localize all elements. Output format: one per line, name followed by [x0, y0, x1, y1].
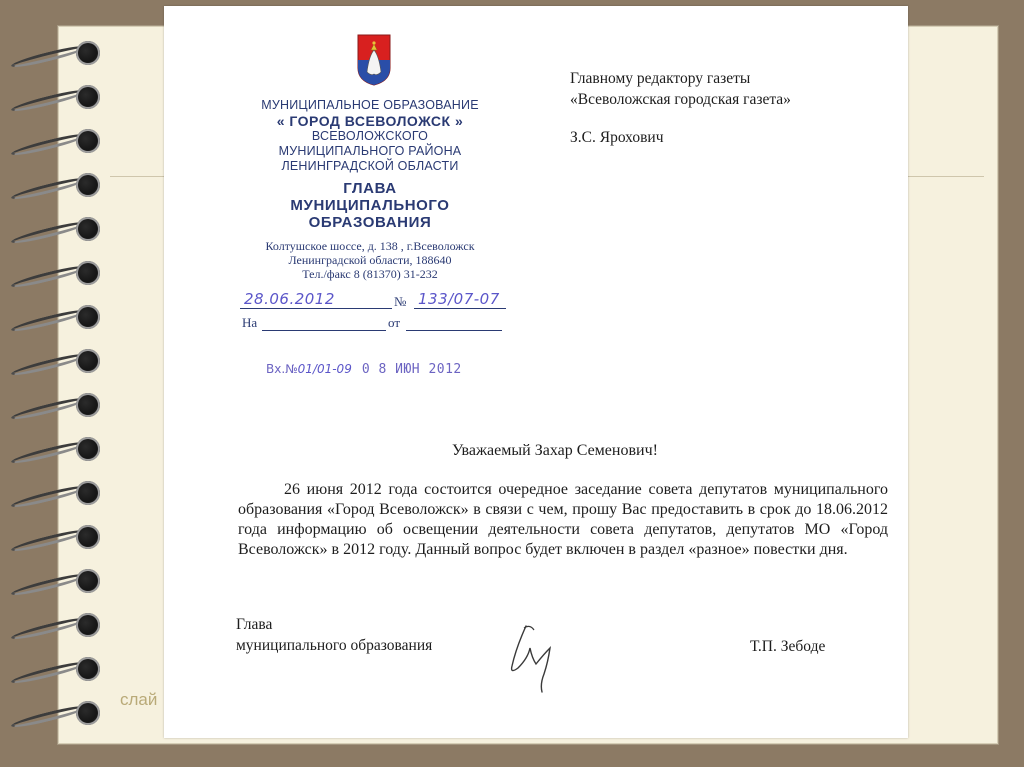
- spiral-ring: [6, 260, 106, 286]
- addressee-line: Главному редактору газеты: [570, 70, 751, 87]
- spiral-ring: [6, 568, 106, 594]
- letterhead-address: Тел./факс 8 (81370) 31-232: [302, 267, 438, 281]
- letterhead-heading: МУНИЦИПАЛЬНОГО: [290, 197, 450, 214]
- letter-document: [164, 6, 908, 738]
- spiral-ring-hole: [76, 85, 100, 109]
- spiral-ring: [6, 392, 106, 418]
- spiral-ring: [6, 612, 106, 638]
- spiral-ring: [6, 128, 106, 154]
- stamp-prefix: Вх.№: [266, 362, 298, 376]
- reply-on-blank: [262, 330, 386, 331]
- spiral-ring: [6, 524, 106, 550]
- outgoing-date-blank: [240, 308, 392, 309]
- addressee-name: З.С. Ярохович: [570, 129, 664, 146]
- signatory-title: [236, 614, 432, 656]
- spiral-ring-hole: [76, 569, 100, 593]
- spiral-ring: [6, 436, 106, 462]
- spiral-ring: [6, 700, 106, 726]
- incoming-stamp: [266, 362, 462, 377]
- spiral-ring-hole: [76, 525, 100, 549]
- outgoing-date-handwritten: 28.06.2012: [244, 290, 335, 308]
- letterhead-heading: ОБРАЗОВАНИЯ: [308, 214, 432, 231]
- spiral-ring: [6, 172, 106, 198]
- spiral-ring-hole: [76, 173, 100, 197]
- spiral-ring-hole: [76, 217, 100, 241]
- letterhead-city: « ГОРОД ВСЕВОЛОЖСК »: [276, 113, 464, 129]
- spiral-ring: [6, 216, 106, 242]
- spiral-ring-hole: [76, 437, 100, 461]
- handwritten-signature: [504, 618, 564, 696]
- spiral-ring-hole: [76, 261, 100, 285]
- letterhead: [220, 98, 520, 281]
- stamp-number: 01/01-09: [297, 362, 352, 376]
- spiral-ring-hole: [76, 349, 100, 373]
- letterhead-line: МУНИЦИПАЛЬНОГО РАЙОНА: [278, 144, 462, 158]
- salutation: Уважаемый Захар Семенович!: [452, 442, 658, 459]
- spiral-ring: [6, 304, 106, 330]
- spiral-ring: [6, 480, 106, 506]
- reply-from-blank: [406, 330, 502, 331]
- letterhead-address: Колтушское шоссе, д. 138 , г.Всеволожск: [265, 239, 475, 253]
- reply-on-label: На: [242, 315, 258, 330]
- spiral-ring-hole: [76, 305, 100, 329]
- number-sign: №: [394, 294, 407, 309]
- letterhead-address: Ленинградской области, 188640: [288, 253, 452, 267]
- signatory-title-line: муниципального образования: [236, 637, 433, 654]
- letterhead-line: ВСЕВОЛОЖСКОГО: [311, 129, 429, 143]
- spiral-ring: [6, 40, 106, 66]
- slide-caption: слай: [120, 690, 158, 709]
- spiral-ring-hole: [76, 393, 100, 417]
- letterhead-line: МУНИЦИПАЛЬНОЕ ОБРАЗОВАНИЕ: [261, 98, 479, 112]
- spiral-ring-hole: [76, 613, 100, 637]
- spiral-ring: [6, 84, 106, 110]
- letterhead-heading: ГЛАВА: [343, 180, 397, 197]
- outgoing-number-blank: [414, 308, 506, 309]
- addressee-block: [570, 68, 791, 148]
- stamp-date: 0 8 ИЮН 2012: [361, 362, 462, 377]
- coat-of-arms-emblem: [357, 34, 391, 86]
- spiral-ring-hole: [76, 41, 100, 65]
- spiral-ring-hole: [76, 481, 100, 505]
- spiral-ring-hole: [76, 701, 100, 725]
- spiral-ring-hole: [76, 657, 100, 681]
- outgoing-number-handwritten: 133/07-07: [418, 290, 500, 308]
- reply-from-label: от: [388, 315, 401, 330]
- letter-body: 26 июня 2012 года состоится очередное заседание совета депутатов муниципального образования «Город Всеволожск» в связи с чем, прошу Вас предоставить в срок до 18.06.2012 года информацию об освещении деятельности совета депутатов, депутатов МО «Город Всеволожск» в 2012 году. Данный вопрос будет включен в раздел «разное» повестки дня.: [238, 481, 888, 558]
- addressee-line: «Всеволожская городская газета»: [570, 91, 791, 108]
- spiral-ring: [6, 656, 106, 682]
- signatory-title-line: Глава: [236, 616, 273, 633]
- letterhead-line: ЛЕНИНГРАДСКОЙ ОБЛАСТИ: [281, 159, 459, 173]
- spiral-binding: [6, 40, 106, 740]
- signatory-name: Т.П. Зебоде: [750, 638, 826, 655]
- spiral-ring: [6, 348, 106, 374]
- spiral-ring-hole: [76, 129, 100, 153]
